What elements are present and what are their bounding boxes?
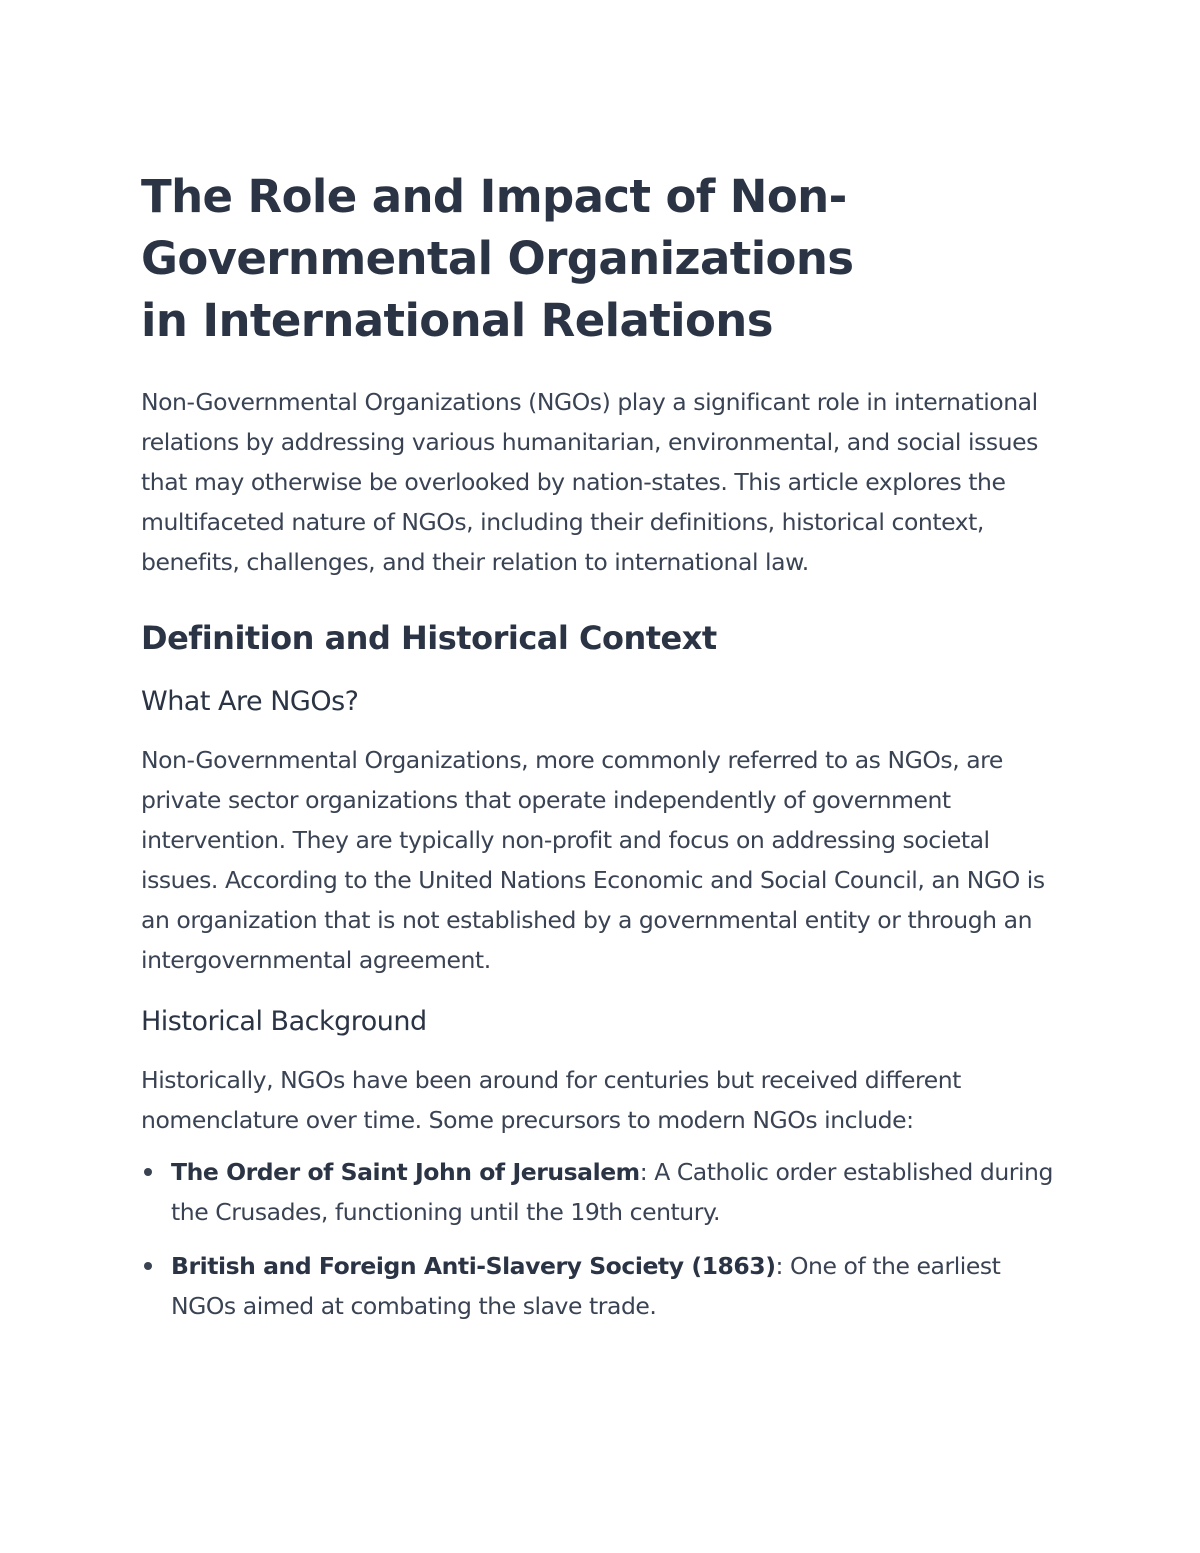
- list-item-term: British and Foreign Anti-Slavery Society (1863): [171, 1252, 776, 1280]
- section-heading-definition: Definition and Historical Context: [141, 619, 717, 657]
- subheading-historical-background: Historical Background: [141, 1006, 427, 1037]
- document-page: [141, 166, 1071, 1340]
- list-item-description: : A Catholic order established during the Crusades, functioning until the 19th century.: [171, 1158, 1053, 1226]
- precursors-list: [141, 1152, 1071, 1326]
- what-are-ngos-paragraph: Non-Governmental Organizations, more commonly referred to as NGOs, are private sector organizations that operate independently of government intervention. They are typically non-profit and focus on addressing societal issues. According to the United Nations Economic and Social Council, an NGO is an organization that is not established by a governmental entity or through an intergovernmental agreement.: [141, 746, 1045, 974]
- list-item: [141, 1152, 1071, 1232]
- bullet-icon: [144, 1168, 152, 1176]
- intro-paragraph: Non-Governmental Organizations (NGOs) play a significant role in international relations by addressing various humanitarian, environmental, and social issues that may otherwise be overlooked by nation-states. This article explores the multifaceted nature of NGOs, including their definitions, historical context, benefits, challenges, and their relation to international law.: [141, 388, 1038, 576]
- list-item-term: The Order of Saint John of Jerusalem: [171, 1158, 640, 1186]
- list-item: [141, 1246, 1071, 1326]
- bullet-icon: [144, 1262, 152, 1270]
- historical-background-paragraph: Historically, NGOs have been around for centuries but received different nomenclature over time. Some precursors to modern NGOs include:: [141, 1066, 961, 1134]
- list-item-description: : One of the earliest NGOs aimed at combating the slave trade.: [171, 1252, 1001, 1320]
- subheading-what-are-ngos: What Are NGOs?: [141, 686, 359, 717]
- document-title: The Role and Impact of Non-Governmental Organizations in International Relations: [141, 170, 854, 347]
